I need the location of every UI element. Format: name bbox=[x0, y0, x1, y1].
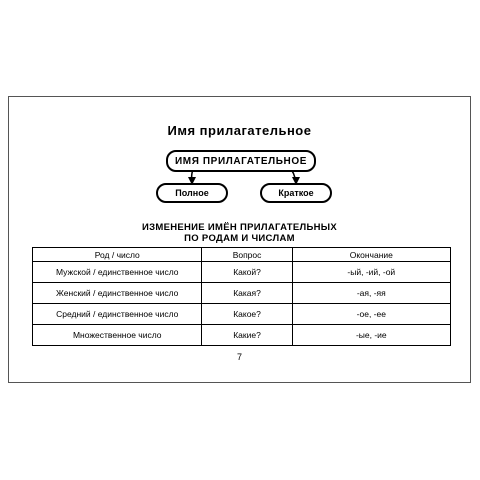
cell-gender-number: Средний / единственное число bbox=[33, 304, 202, 325]
cell-ending: -ая, -яя bbox=[292, 283, 450, 304]
header-question: Вопрос bbox=[202, 248, 292, 262]
cell-question: Какая? bbox=[202, 283, 292, 304]
diagram-full-box: Полное bbox=[156, 183, 228, 203]
table-header-row bbox=[33, 248, 451, 262]
diagram-root-box: ИМЯ ПРИЛАГАТЕЛЬНОЕ bbox=[166, 150, 316, 172]
adjective-endings-table bbox=[32, 247, 451, 346]
table-row bbox=[33, 325, 451, 346]
cell-question: Какие? bbox=[202, 325, 292, 346]
diagram-short-box: Краткое bbox=[260, 183, 332, 203]
cell-question: Какое? bbox=[202, 304, 292, 325]
cell-gender-number: Женский / единственное число bbox=[33, 283, 202, 304]
table-row bbox=[33, 262, 451, 283]
table-row bbox=[33, 283, 451, 304]
cell-ending: -ое, -ее bbox=[292, 304, 450, 325]
cell-ending: -ые, -ие bbox=[292, 325, 450, 346]
table-row bbox=[33, 304, 451, 325]
adjective-diagram bbox=[9, 97, 472, 217]
table-title-line-1: ИЗМЕНЕНИЕ ИМЁН ПРИЛАГАТЕЛЬНЫХ bbox=[141, 222, 337, 233]
header-ending: Окончание bbox=[292, 248, 450, 262]
cell-gender-number: Мужской / единственное число bbox=[33, 262, 202, 283]
table-title-line-2: ПО РОДАМ И ЧИСЛАМ bbox=[184, 233, 295, 244]
table-title bbox=[9, 222, 470, 244]
book-page bbox=[8, 96, 471, 383]
page-number: 7 bbox=[236, 352, 242, 362]
page-title: Имя прилагательное bbox=[167, 123, 312, 138]
cell-question: Какой? bbox=[202, 262, 292, 283]
cell-ending: -ый, -ий, -ой bbox=[292, 262, 450, 283]
cell-gender-number: Множественное число bbox=[33, 325, 202, 346]
header-gender-number: Род / число bbox=[33, 248, 202, 262]
